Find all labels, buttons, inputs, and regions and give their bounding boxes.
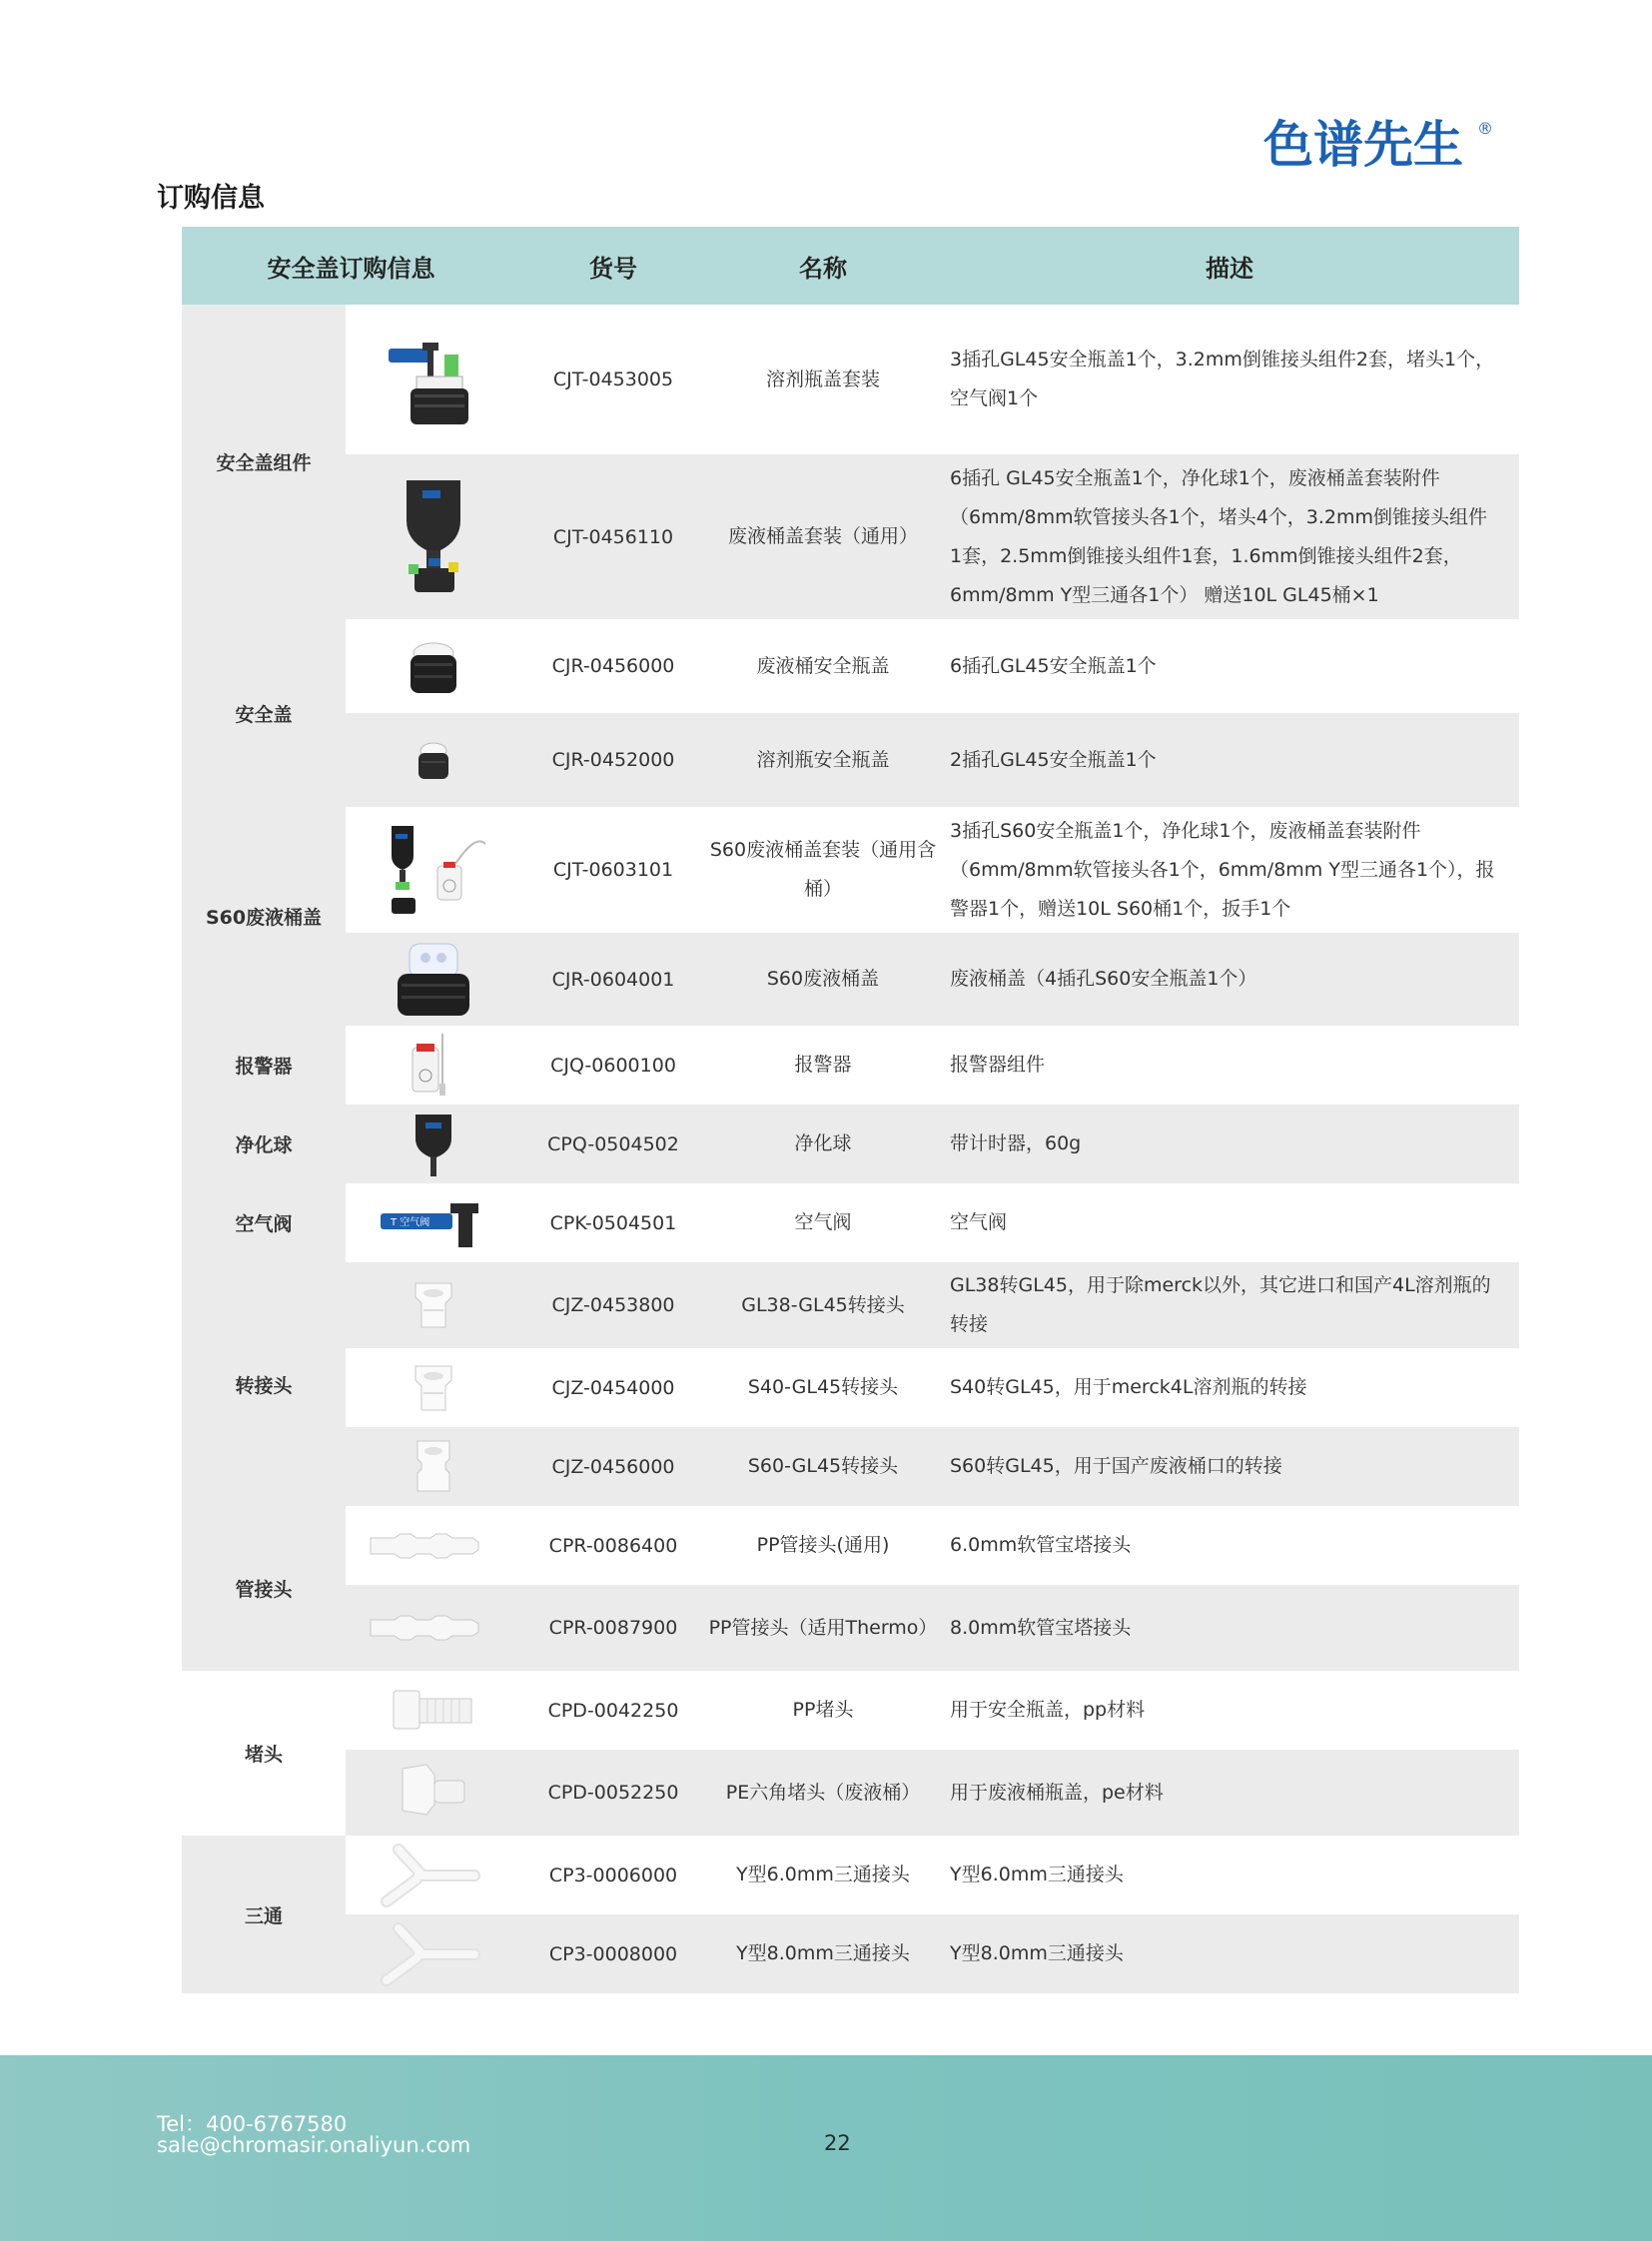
product-name: S60废液桶盖套装（通用含桶）: [706, 807, 940, 933]
footer-contact: [157, 2114, 470, 2156]
brand-logo-text: 色谱先生: [1263, 116, 1463, 174]
header-category: 安全盖订购信息: [182, 227, 520, 305]
hose-barb-icon: [369, 1526, 498, 1566]
product-description: 废液桶盖（4插孔S60安全瓶盖1个）: [940, 933, 1519, 1026]
category-cell: 管接头: [182, 1506, 346, 1671]
table-row: [182, 1585, 1519, 1671]
product-name: PP管接头（适用Thermo）: [706, 1585, 940, 1671]
adapter-icon: [406, 1277, 461, 1333]
product-image: [346, 1026, 520, 1105]
table-row: [182, 1914, 1519, 1993]
product-image: [346, 713, 520, 807]
product-name: 溶剂瓶安全瓶盖: [706, 713, 940, 807]
header-code: 货号: [520, 227, 706, 305]
product-image: [346, 933, 520, 1026]
brand-logo: [1263, 112, 1493, 174]
product-code: CJZ-0454000: [520, 1348, 706, 1427]
product-name: S60-GL45转接头: [706, 1427, 940, 1506]
table-row: [182, 1750, 1519, 1836]
product-description: 空气阀: [940, 1183, 1519, 1262]
solvent-bottle-cap-kit-icon: [379, 325, 488, 434]
y-connector-icon: [379, 1922, 488, 1986]
category-cell: 三通: [182, 1836, 346, 1993]
product-description: S60转GL45，用于国产废液桶口的转接: [940, 1427, 1519, 1506]
product-code: CPD-0052250: [520, 1750, 706, 1836]
product-image: [346, 1836, 520, 1914]
product-image: [346, 454, 520, 619]
valve-tag-text: T 空气阀: [390, 1216, 429, 1228]
page-number: 22: [824, 2131, 851, 2155]
product-description: Y型6.0mm三通接头: [940, 1836, 1519, 1914]
hose-barb-icon: [369, 1608, 498, 1648]
category-cell: S60废液桶盖: [182, 807, 346, 1026]
product-description: 6插孔 GL45安全瓶盖1个，净化球1个，废液桶盖套装附件（6mm/8mm软管接头各1个，堵头4个，3.2mm倒锥接头组件1套，2.5mm倒锥接头组件1套，1.6mm倒锥接头组件2套，6mm/8mm Y型三通各1个） 赠送10L GL45桶×1: [940, 454, 1519, 619]
product-description: 8.0mm软管宝塔接头: [940, 1585, 1519, 1671]
product-name: S40-GL45转接头: [706, 1348, 940, 1427]
table-row: [182, 933, 1519, 1026]
table-row: [182, 1671, 1519, 1750]
product-image: [346, 1506, 520, 1585]
adapter-icon: [406, 1360, 461, 1416]
product-description: 6.0mm软管宝塔接头: [940, 1506, 1519, 1585]
brand-logo-graphic: [1263, 112, 1493, 174]
product-description: GL38转GL45，用于除merck以外，其它进口和国产4L溶剂瓶的转接: [940, 1262, 1519, 1348]
product-name: 空气阀: [706, 1183, 940, 1262]
category-cell: 安全盖: [182, 619, 346, 807]
section-title: 订购信息: [157, 183, 265, 214]
category-cell: 净化球: [182, 1105, 346, 1183]
solvent-safety-cap-icon: [409, 735, 458, 785]
product-description: 带计时器，60g: [940, 1105, 1519, 1183]
product-name: 废液桶安全瓶盖: [706, 619, 940, 713]
pp-plug-icon: [384, 1683, 483, 1739]
product-name: 净化球: [706, 1105, 940, 1183]
table-row: [182, 619, 1519, 713]
table-row: [182, 1506, 1519, 1585]
product-code: CPQ-0504502: [520, 1105, 706, 1183]
table-row: [182, 1183, 1519, 1262]
category-cell: 堵头: [182, 1671, 346, 1836]
product-description: S40转GL45，用于merck4L溶剂瓶的转接: [940, 1348, 1519, 1427]
table-row: [182, 1836, 1519, 1914]
product-image: [346, 1671, 520, 1750]
product-name: Y型6.0mm三通接头: [706, 1836, 940, 1914]
product-image: [346, 1750, 520, 1836]
s60-waste-cap-icon: [392, 938, 475, 1022]
product-image: [346, 1585, 520, 1671]
product-code: CPD-0042250: [520, 1671, 706, 1750]
product-name: Y型8.0mm三通接头: [706, 1914, 940, 1993]
product-name: PP管接头(通用): [706, 1506, 940, 1585]
table-row: [182, 1348, 1519, 1427]
product-image: [346, 1183, 520, 1262]
product-description: 用于废液桶瓶盖，pe材料: [940, 1750, 1519, 1836]
table-row: [182, 1262, 1519, 1348]
product-code: CP3-0006000: [520, 1836, 706, 1914]
waste-cap-kit-icon: [379, 472, 488, 602]
table-row: [182, 1105, 1519, 1183]
product-description: Y型8.0mm三通接头: [940, 1914, 1519, 1993]
product-code: CJZ-0456000: [520, 1427, 706, 1506]
product-name: PE六角堵头（废液桶）: [706, 1750, 940, 1836]
adapter-icon: [406, 1437, 461, 1497]
air-valve-icon: [379, 1191, 488, 1255]
category-cell: 安全盖组件: [182, 305, 346, 619]
category-cell: 空气阀: [182, 1183, 346, 1262]
product-code: CJR-0456000: [520, 619, 706, 713]
table-row: [182, 1427, 1519, 1506]
product-image: [346, 619, 520, 713]
product-name: 废液桶盖套装（通用）: [706, 454, 940, 619]
product-code: CPK-0504501: [520, 1183, 706, 1262]
order-table: [182, 227, 1519, 1993]
product-name: S60废液桶盖: [706, 933, 940, 1026]
footer-tel: Tel：400-6767580: [157, 2112, 348, 2136]
header-description: 描述: [940, 227, 1519, 305]
product-image: [346, 807, 520, 933]
product-code: CJR-0452000: [520, 713, 706, 807]
waste-safety-cap-icon: [399, 631, 468, 701]
registered-mark: ®: [1477, 119, 1493, 138]
header-name: 名称: [706, 227, 940, 305]
footer-email: sale@chromasir.onaliyun.com: [157, 2133, 471, 2157]
alarm-icon: [399, 1030, 468, 1102]
product-code: CJT-0603101: [520, 807, 706, 933]
product-code: CJZ-0453800: [520, 1262, 706, 1348]
product-code: CJT-0456110: [520, 454, 706, 619]
category-cell: 转接头: [182, 1262, 346, 1506]
product-name: 溶剂瓶盖套装: [706, 305, 940, 454]
table-row: [182, 454, 1519, 619]
product-code: CP3-0008000: [520, 1914, 706, 1993]
product-description: 3插孔S60安全瓶盖1个，净化球1个，废液桶盖套装附件（6mm/8mm软管接头各1个，6mm/8mm Y型三通各1个），报警器1个，赠送10L S60桶1个，扳手1个: [940, 807, 1519, 933]
product-image: [346, 1105, 520, 1183]
product-image: [346, 1262, 520, 1348]
table-row: [182, 807, 1519, 933]
product-description: 6插孔GL45安全瓶盖1个: [940, 619, 1519, 713]
product-name: 报警器: [706, 1026, 940, 1105]
table-row: [182, 713, 1519, 807]
product-description: 2插孔GL45安全瓶盖1个: [940, 713, 1519, 807]
product-name: PP堵头: [706, 1671, 940, 1750]
product-code: CPR-0087900: [520, 1585, 706, 1671]
product-description: 用于安全瓶盖，pp材料: [940, 1671, 1519, 1750]
product-image: [346, 1427, 520, 1506]
product-code: CJR-0604001: [520, 933, 706, 1026]
category-cell: 报警器: [182, 1026, 346, 1105]
product-image: [346, 305, 520, 454]
product-image: [346, 1348, 520, 1427]
product-code: CJQ-0600100: [520, 1026, 706, 1105]
product-description: 3插孔GL45安全瓶盖1个，3.2mm倒锥接头组件2套，堵头1个，空气阀1个: [940, 305, 1519, 454]
product-name: GL38-GL45转接头: [706, 1262, 940, 1348]
product-code: CJT-0453005: [520, 305, 706, 454]
product-image: [346, 1914, 520, 1993]
table-row: [182, 305, 1519, 454]
table-row: [182, 1026, 1519, 1105]
s60-waste-kit-icon: [374, 820, 493, 920]
y-connector-icon: [379, 1844, 488, 1907]
product-code: CPR-0086400: [520, 1506, 706, 1585]
product-description: 报警器组件: [940, 1026, 1519, 1105]
pe-hex-plug-icon: [389, 1761, 478, 1825]
table-header-row: [182, 227, 1519, 305]
purifier-icon: [404, 1109, 463, 1180]
